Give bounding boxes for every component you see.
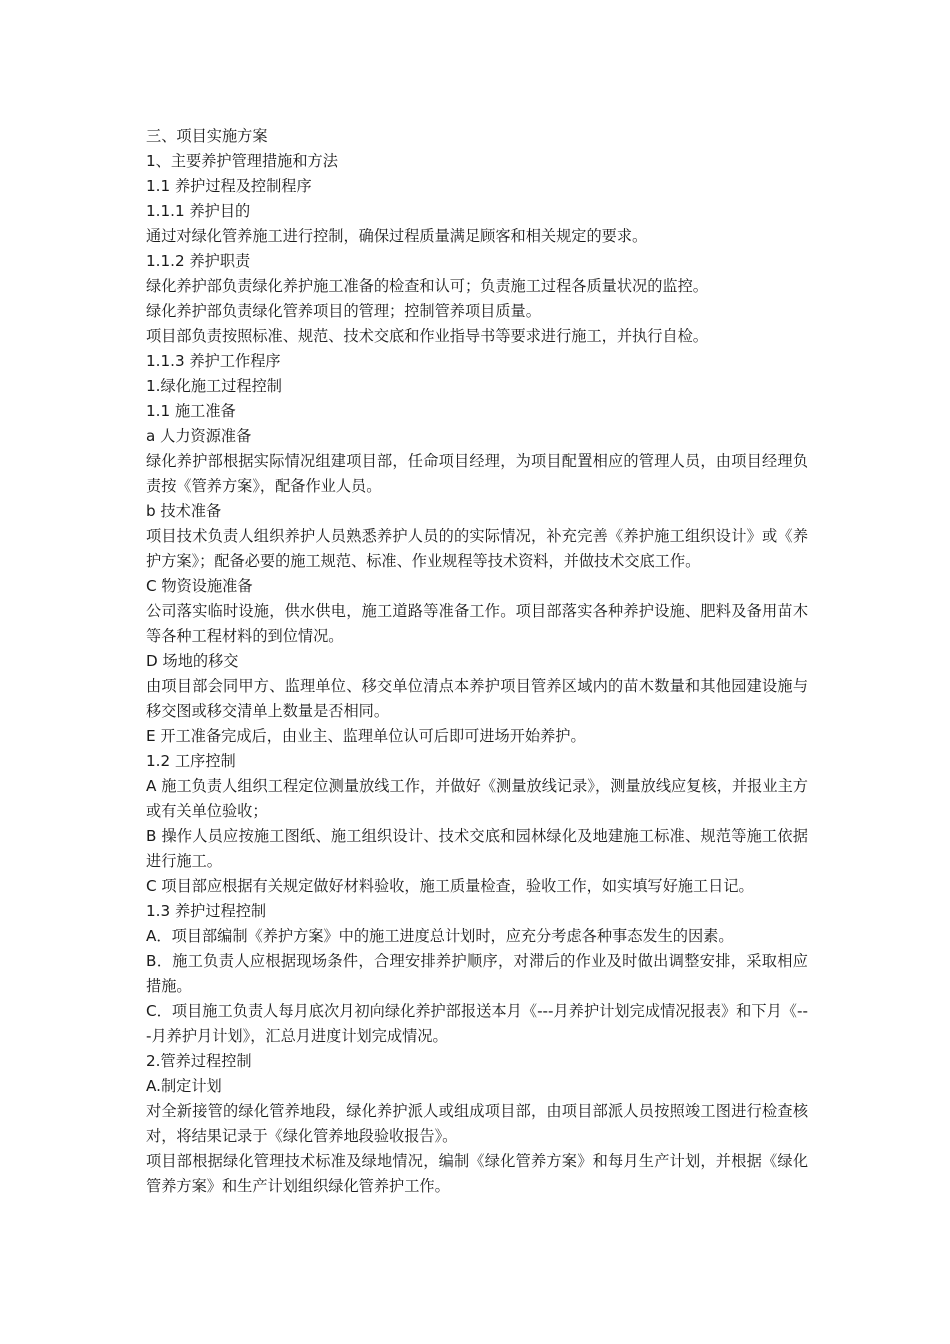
subsection-heading: 1.1.3 养护工作程序	[146, 352, 281, 370]
paragraph: 项目技术负责人组织养护人员熟悉养护人员的的实际情况，补充完善《养护施工组织设计》或《养护方案》；配备必要的施工规范、标准、作业规程等技术资料，并做技术交底工作。	[146, 527, 808, 570]
paragraph: 由项目部会同甲方、监理单位、移交单位清点本养护项目管养区域内的苗木数量和其他园建设施与移交图或移交清单上数量是否相同。	[146, 677, 808, 720]
item-heading: D 场地的移交	[146, 652, 239, 670]
item-heading: b 技术准备	[146, 502, 222, 520]
paragraph: 项目部负责按照标准、规范、技术交底和作业指导书等要求进行施工，并执行自检。	[146, 327, 708, 345]
subsection-heading: 1.2 工序控制	[146, 752, 236, 770]
paragraph: A．项目部编制《养护方案》中的施工进度总计划时，应充分考虑各种事态发生的因素。	[146, 927, 734, 945]
subsection-heading: 1.绿化施工过程控制	[146, 377, 282, 395]
section-heading: 三、项目实施方案	[146, 127, 268, 145]
subsection-heading: 1、主要养护管理措施和方法	[146, 152, 338, 170]
paragraph: 公司落实临时设施，供水供电，施工道路等准备工作。项目部落实各种养护设施、肥料及备用苗木等各种工程材料的到位情况。	[146, 602, 808, 645]
paragraph: C．项目施工负责人每月底次月初向绿化养护部报送本月《---月养护计划完成情况报表》和下月《---月养护月计划》，汇总月进度计划完成情况。	[146, 1002, 808, 1045]
paragraph: A 施工负责人组织工程定位测量放线工作，并做好《测量放线记录》，测量放线应复核，并报业主方或有关单位验收；	[146, 777, 808, 820]
paragraph: E 开工准备完成后，由业主、监理单位认可后即可进场开始养护。	[146, 727, 586, 745]
document-page	[146, 124, 808, 1199]
paragraph: B 操作人员应按施工图纸、施工组织设计、技术交底和园林绿化及地建施工标准、规范等施工依据进行施工。	[146, 827, 808, 870]
paragraph: 通过对绿化管养施工进行控制，确保过程质量满足顾客和相关规定的要求。	[146, 227, 648, 245]
item-heading: C 物资设施准备	[146, 577, 253, 595]
subsection-heading: 1.1 施工准备	[146, 402, 236, 420]
paragraph: 项目部根据绿化管理技术标准及绿地情况，编制《绿化管养方案》和每月生产计划，并根据《绿化管养方案》和生产计划组织绿化管养护工作。	[146, 1152, 808, 1195]
paragraph: 绿化养护部根据实际情况组建项目部，任命项目经理，为项目配置相应的管理人员，由项目经理负责按《管养方案》，配备作业人员。	[146, 452, 808, 495]
paragraph: C 项目部应根据有关规定做好材料验收，施工质量检查，验收工作，如实填写好施工日记。	[146, 877, 754, 895]
item-heading: A.制定计划	[146, 1077, 222, 1095]
subsection-heading: 2.管养过程控制	[146, 1052, 252, 1070]
subsection-heading: 1.1.2 养护职责	[146, 252, 251, 270]
paragraph: 对全新接管的绿化管养地段，绿化养护派人或组成项目部，由项目部派人员按照竣工图进行检查核对，将结果记录于《绿化管养地段验收报告》。	[146, 1102, 808, 1145]
item-heading: a 人力资源准备	[146, 427, 252, 445]
paragraph: 绿化养护部负责绿化管养项目的管理；控制管养项目质量。	[146, 302, 541, 320]
paragraph: B．施工负责人应根据现场条件，合理安排养护顺序，对滞后的作业及时做出调整安排，采取相应措施。	[146, 952, 808, 995]
subsection-heading: 1.1.1 养护目的	[146, 202, 251, 220]
subsection-heading: 1.1 养护过程及控制程序	[146, 177, 312, 195]
subsection-heading: 1.3 养护过程控制	[146, 902, 267, 920]
paragraph: 绿化养护部负责绿化养护施工准备的检查和认可；负责施工过程各质量状况的监控。	[146, 277, 708, 295]
